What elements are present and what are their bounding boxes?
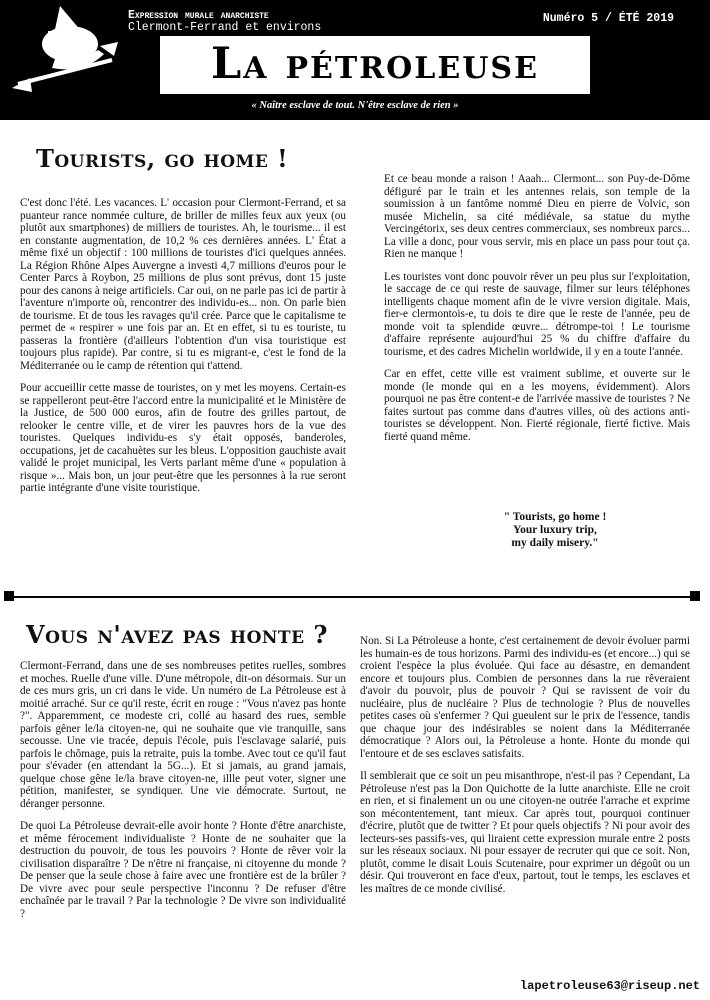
paragraph: Pour accueillir cette masse de touristes, on y met les moyens. Certain-es se rappelleront peut-être l'accord entre la municipalité et le Ministère de la Justice, de 500 000 euros, afin de foutre des grilles partout, de relooker le centre ville, et de virer les pauvres hors de la vue des touristes. Quelques individu-es s'y était opposés, banderoles, occupations, jet de cacahuètes sur les bleus. L'opposition gauchiste avait validé le projet municipal, les Verts parlant même d'une « population à risque »... Mais bon, un jour peut-être que les personnes à la rue seront partie intégrante d'une visite touristique. <box>20 382 346 494</box>
paragraph: Il semblerait que ce soit un peu misanthrope, n'est-il pas ? Cependant, La Pétroleuse n'est pas la Don Quichotte de la lutte anarchiste. Elle ne croit en rien, et si finalement un ou une citoyen-ne outrée l'arrache et exprime son mécontentement, tant mieux. Car après tout, pourquoi continuer d'écrire, plutôt que de twitter ? Et pour quels objectifs ? Ni pour avoir des lecteurs-ses passifs-ves, qui liraient cette expression murale entre 2 posts sur les réseaux sociaux. Ni pour essayer de recruter qui que ce soit. Non, plutôt, comme le disait Louis Scutenaire, pour exprimer un dégoût ou un désir. Qui trouveront en face d'eux, partout, tout le temps, les esclaves et les maîtres de ce monde civilisé. <box>360 770 690 895</box>
pull-quote-line: Your luxury trip, <box>513 524 597 536</box>
paragraph: C'est donc l'été. Les vacances. L' occasion pour Clermont-Ferrand, et sa puanteur rance nommée culture, de briller de milles feux aux yeux (ou plutôt aux smartphones) de milliers de touristes. Ah, le tourisme... il est en constante augmentation, de 10,2 % ces dernières années. L' État a même fixé un objectif : 100 millions de touristes d'ici quelques années. La Région Rhône Alpes Auvergne a investi 4,7 millions d'euros pour le Center Parcs à Roybon, 25 millions de plus sont prévus, dont 15 juste pour des canons à neige artificiels. Car oui, on ne parle pas ici de partir à l'aventure n'importe où, rencontrer des individu-es... non. On parle bien de tourisme. Et de tous les ravages qu'il crée. Parce que le capitalisme te permet de « respirer » une fois par an. Et en effet, si tu es touriste, tu passeras la frontière (d'ailleurs l'obtention d'un visa touristique est toujours plus rapide). Par contre, si tu es migrant-e, c'est le fond de la Méditerranée ou le camp de rétention qui t'attend. <box>20 197 346 372</box>
journal-title: La pétroleuse <box>160 36 590 94</box>
paragraph: Clermont-Ferrand, dans une de ses nombreuses petites ruelles, sombres et moches. Ruelle d'une ville. D'une métropole, dit-on désormais. Sur un de ces murs gris, un cri dans le vide. Un numéro de La Pétroleuse est à moitié arraché. Sur ce qu'il reste, écrit en rouge : "Vous n'avez pas honte ?". Apparemment, ce modeste cri, collé au hasard des rues, semble parfois gêner le/la citoyen-ne, qui ne souhaite que vie tranquille, sans secousse. Une vie tracée, depuis l'école, puis l'esclavage salarié, puis parfois le chômage, puis la retraite, puis la tombe. Avec tout ce qu'il faut pour s'évader (en attendant la 5G...). Et si jamais, au grand jamais, quelque chose gêne le/la brave citoyen-ne, illle peut voter, signer une pétition, manifester, se syndiquer. Une vie démocrate. Surtout, ne déranger personne. <box>20 660 346 810</box>
paragraph: Non. Si La Pétroleuse a honte, c'est certainement de devoir évoluer parmi les humain-es de tous horizons. Parmi des individu-es (et encore...) qui se croient l'espèce la plus évoluée. Qui face au désastre, en demandent encore et toujours plus. Combien de personnes dans la rue rêveraient d'avoir du pouvoir, plus de pouvoir ? Qui se ravissent de voir du nucléaire, plus de nucléaire ? Plus de technologie ? Plus de nouvelles petites cases où s'enfermer ? Qui gueulent sur le prix de l'essence, tandis que chaque jour des indésirables se noient dans la Méditerranée démocratique ? Alors oui, la Pétroleuse a honte. Honte du monde qui l'entoure et de ses esclaves satisfaits. <box>360 635 690 760</box>
issue-label: Numéro 5 / ÉTÉ 2019 <box>542 12 674 25</box>
article-1-left-column <box>20 197 346 505</box>
section-divider <box>8 596 700 598</box>
pull-quote <box>470 511 640 550</box>
header-line-2: Clermont-Ferrand et environs <box>128 21 322 34</box>
pull-quote-line: my daily misery." <box>511 537 599 549</box>
journal-motto: « Naître esclave de tout. N'être esclave de rien » <box>251 100 459 111</box>
article-2-title: Vous n'avez pas honte ? <box>26 620 328 649</box>
paragraph: Les touristes vont donc pouvoir rêver un peu plus sur l'exploitation, le saccage de ce qui reste de sauvage, filmer sur leurs téléphones intelligents chaque moment afin de le vivre version digitale. Mais, fier-e clermontois-e, tu dois te dire que le reste de l'année, peu de monde voit ta splendide œuvre... détrompe-toi ! Le tourisme d'affaire représente aujourd'hui 25 % du chiffre d'affaire du tourisme, et des cadres Michelin worldwide, il y en a toute l'année. <box>384 270 690 358</box>
article-2-right-column <box>360 635 690 905</box>
header-subtitle <box>128 10 321 34</box>
masthead-banner <box>0 0 710 120</box>
article-1-right-column <box>384 173 690 453</box>
rule-end-square <box>690 591 700 601</box>
paragraph: Et ce beau monde a raison ! Aaah... Clermont... son Puy-de-Dôme défiguré par le train et les antennes relais, son temple de la soumission à un fantôme nommé Dieu en pierre de Volvic, son musée Michelin, sa cité médiévale, sa statue du mythe Vercingétorix, ses deux centres commerciaux, ses nombreux parcs... La ville a donc, pour vous servir, mis en place un pass pour tout ça. Rien ne manque ! <box>384 173 690 260</box>
pull-quote-line: " Tourists, go home ! <box>503 511 607 523</box>
article-2-left-column <box>20 660 346 930</box>
witch-on-broom-icon <box>8 2 128 102</box>
paragraph: Car en effet, cette ville est vraiment sublime, et ouverte sur le monde (le monde qui en a les moyens, évidemment). Alors pourquoi ne pas être content-e de l'arrivée massive de touristes ? Ne faites surtout pas comme dans d'autres villes, où des actions anti-touristes se développent. Non. Fierté régionale, fierté fictive. Mais fierté quand même. <box>384 368 690 443</box>
header-line-1: Expression murale anarchiste <box>128 9 269 22</box>
contact-email: lapetroleuse63@riseup.net <box>519 979 700 993</box>
article-1-title: Tourists, go home ! <box>36 144 289 173</box>
paragraph: De quoi La Pétroleuse devrait-elle avoir honte ? Honte d'être anarchiste, et même férocement individualiste ? Honte de ne souhaiter que la destruction du pouvoir, de tous les pouvoirs ? Honte de rêver voir la civilisation disparaître ? De n'être ni française, ni citoyenne du monde ? De penser que la seule chose à faire avec une frontière est de la brûler ? De vivre avec pour seule perspective l'inconnu ? De refuser d'être enchaînée par le travail ? Par la technologie ? De vivre son individualité ? <box>20 820 346 920</box>
